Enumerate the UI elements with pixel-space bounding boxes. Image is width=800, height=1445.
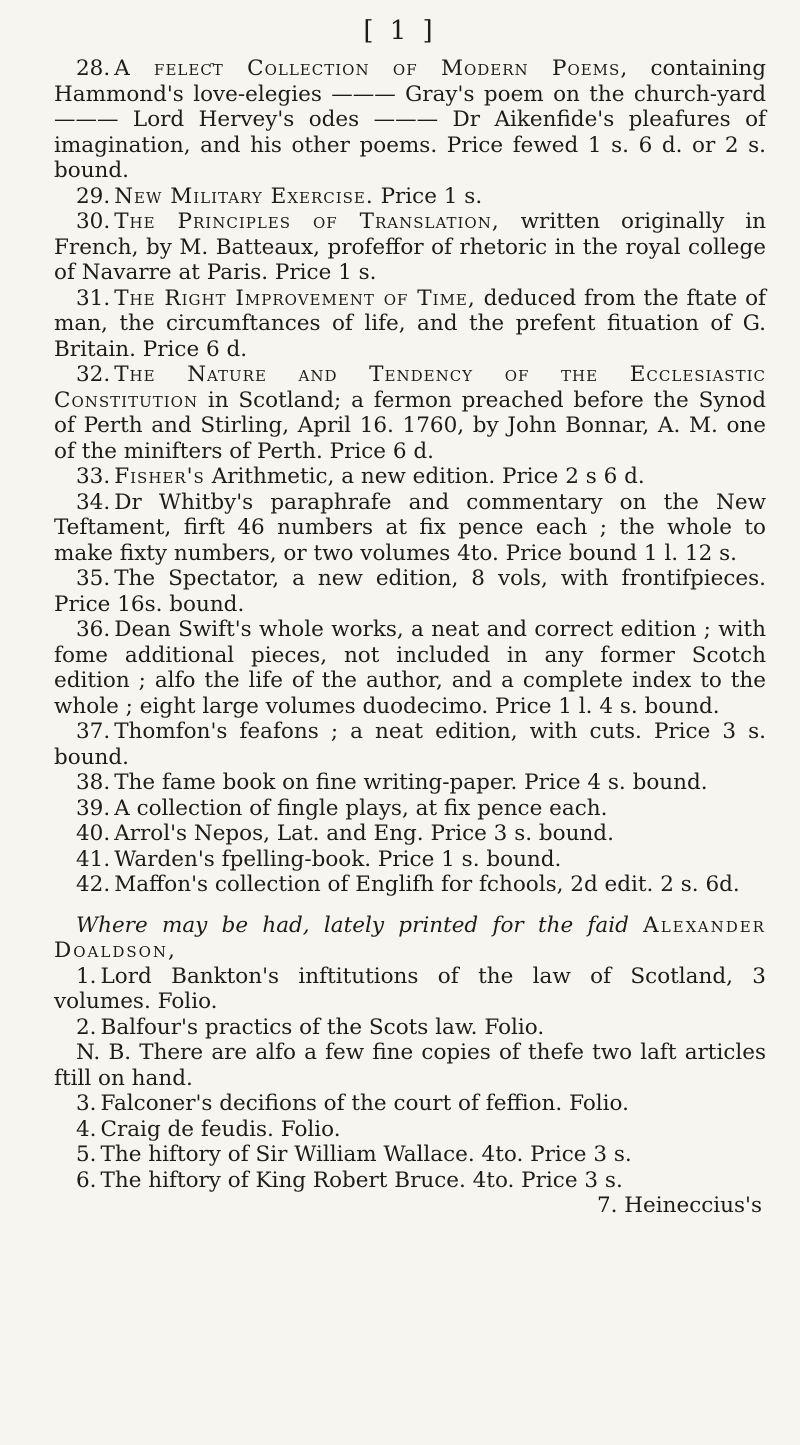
list-item (54, 617, 766, 719)
item-number: 31. (76, 285, 111, 311)
list-item (54, 1040, 766, 1091)
item-number: 36. (76, 617, 111, 642)
item-text: Craig de feudis. Folio. (100, 1116, 341, 1142)
item-text: N. B. There are alfo a few fine copies of thefe two laft articles ftill on hand. (54, 1040, 766, 1091)
item-number: 28. (76, 56, 111, 81)
item-number: 32. (76, 362, 111, 387)
item-text: Warden's fpelling-book. Price 1 s. bound. (114, 846, 562, 872)
list-item (54, 1117, 766, 1143)
list-item (54, 796, 766, 822)
item-text: deduced from the ftate of man, the circumftances of life, and the prefent fituation of G. Britain. Price 6 d. (54, 285, 766, 362)
book-list-secondary (54, 964, 766, 1194)
item-text: Price 1 s. (380, 183, 483, 209)
item-text: The hiftory of King Robert Bruce. 4to. Price 3 s. (100, 1167, 623, 1193)
item-number: 29. (76, 183, 111, 209)
list-item (54, 872, 766, 898)
item-number: 2. (76, 1014, 97, 1040)
list-item (54, 964, 766, 1015)
list-item (54, 56, 766, 184)
item-title: A feleƈt Collection of Modern Poems, (114, 56, 629, 81)
item-number: 34. (76, 489, 111, 515)
list-item (54, 1142, 766, 1168)
item-text: The Spectator, a new edition, 8 vols, with frontifpieces. Price 16s. bound. (54, 566, 766, 617)
list-item (54, 770, 766, 796)
list-item (54, 464, 766, 490)
item-number: 40. (76, 821, 111, 846)
item-number: 30. (76, 209, 111, 234)
item-text: The fame book on fine writing-paper. Price 4 s. bound. (114, 770, 708, 795)
list-item (54, 490, 766, 567)
item-number: 41. (76, 846, 111, 872)
item-title: The Nature and Tendency of the Ecclesiastic Constitution (54, 362, 766, 413)
item-number: 1. (76, 963, 97, 989)
list-item (54, 362, 766, 464)
list-item (54, 286, 766, 363)
item-text: A collection of fingle plays, at fix pence each. (114, 795, 608, 821)
item-text: written originally in French, by M. Batteaux, profeffor of rhetoric in the royal college of Navarre at Paris. Price 1 s. (54, 209, 766, 285)
imprint-italic: Where may be had, lately printed for the faid (76, 912, 629, 938)
item-text: The hiftory of Sir William Wallace. 4to. Price 3 s. (100, 1142, 632, 1167)
item-title: The Right Improvement of Time, (114, 285, 476, 311)
item-text: Dr Whitby's paraphrafe and commentary on the New Teftament, firft 46 numbers at fix pence each ; the whole to make fixty numbers, or two volumes 4to. Price bound 1 l. 12 s. (54, 489, 766, 566)
item-text: Balfour's practics of the Scots law. Folio. (100, 1014, 545, 1040)
item-text: Falconer's decifions of the court of feffion. Folio. (100, 1091, 629, 1116)
item-text: containing Hammond's love-elegies ——— Gray's poem on the church-yard ——— Lord Hervey's odes ——— Dr Aikenfide's pleafures of imagination, and his other poems. Price fewed 1 s. 6 d. or 2 s. bound. (54, 56, 766, 183)
item-text: Dean Swift's whole works, a neat and correct edition ; with fome additional pieces, not included in any former Scotch edition ; alfo the life of the author, and a complete index to the whole ; eight large volumes duodecimo. Price 1 l. 4 s. bound. (54, 617, 766, 719)
item-text: Lord Bankton's inftitutions of the law of Scotland, 3 volumes. Folio. (54, 963, 766, 1014)
list-item (54, 1168, 766, 1194)
list-item (54, 719, 766, 770)
item-text: Maffon's collection of Englifh for fchools, 2d edit. 2 s. 6d. (114, 872, 740, 897)
item-number: 6. (76, 1167, 97, 1193)
item-number: 5. (76, 1142, 97, 1167)
item-number: 42. (76, 872, 111, 897)
item-number: 39. (76, 795, 111, 821)
item-title: Fisher's (114, 464, 205, 489)
list-item (54, 1091, 766, 1117)
list-item (54, 821, 766, 847)
catalogue-text (54, 56, 766, 1219)
item-title: The Principles of Translation, (114, 209, 500, 234)
catchword: 7. Heineccius's (596, 1193, 762, 1218)
item-text: in Scotland; a fermon preached before the Synod of Perth and Stirling, April 16. 1760, by John Bonnar, A. M. one of the minifters of Perth. Price 6 d. (54, 387, 766, 464)
item-number: 38. (76, 770, 111, 795)
item-number: 33. (76, 464, 111, 489)
list-item (54, 209, 766, 286)
item-number: 3. (76, 1091, 97, 1116)
list-item (54, 184, 766, 210)
item-number: 37. (76, 719, 111, 744)
item-text: Arithmetic, a new edition. Price 2 s 6 d. (211, 464, 645, 489)
book-list (54, 56, 766, 898)
list-item (54, 566, 766, 617)
list-item (54, 1015, 766, 1041)
item-text: Arrol's Nepos, Lat. and Eng. Price 3 s. bound. (114, 821, 614, 846)
list-item (54, 847, 766, 873)
publisher-name: Alexander Doaldson, (54, 912, 766, 963)
item-number: 4. (76, 1116, 97, 1142)
item-title: New Military Exercise. (114, 183, 374, 209)
imprint-line (54, 913, 766, 964)
page-header: [ 1 ] (363, 16, 437, 46)
item-text: Thomfon's feafons ; a neat edition, with cuts. Price 3 s. bound. (54, 719, 766, 770)
item-number: 35. (76, 566, 111, 591)
